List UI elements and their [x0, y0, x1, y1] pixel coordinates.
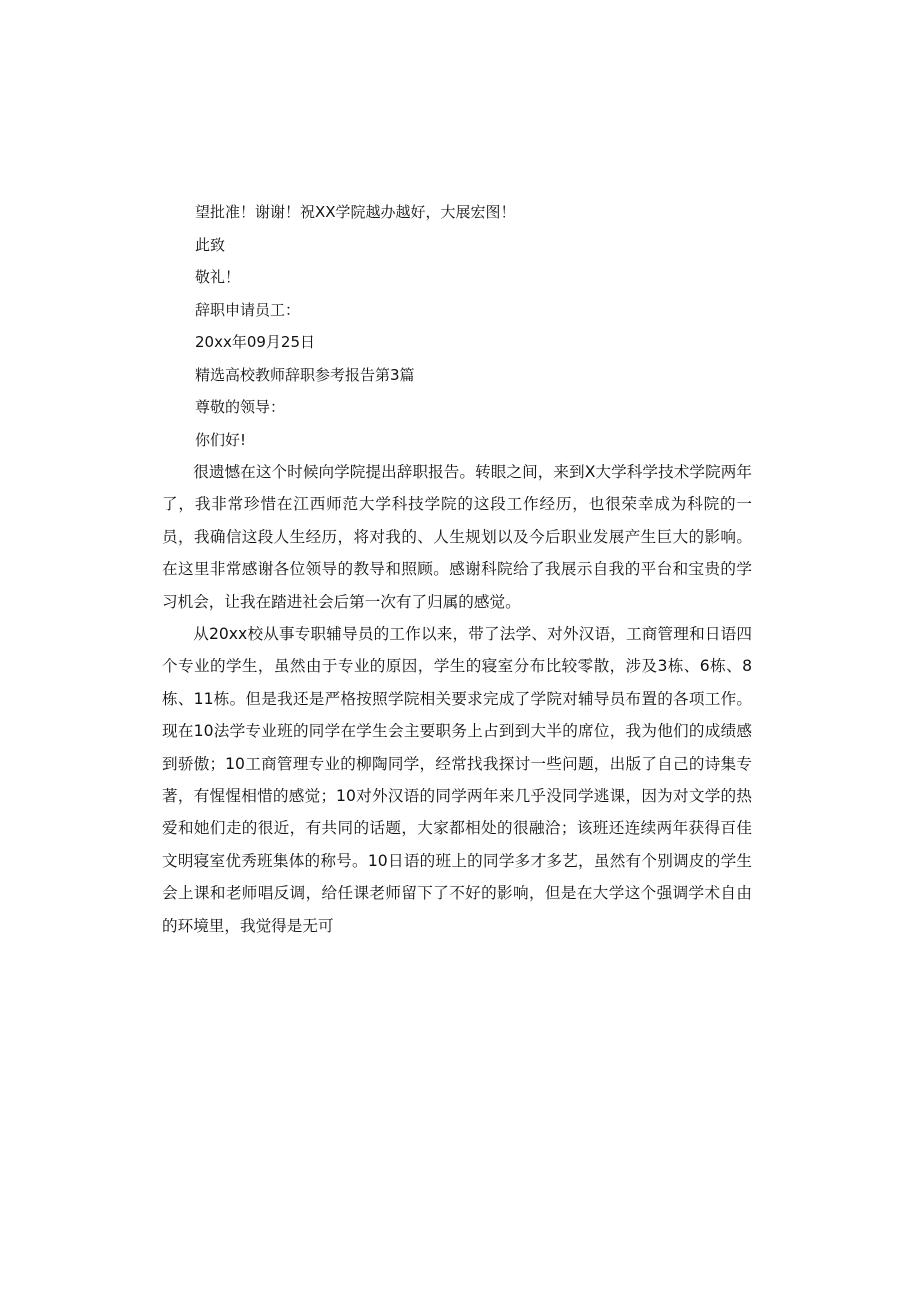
closing-wish: 望批准！谢谢！祝XX学院越办越好，大展宏图！	[195, 203, 516, 221]
body-paragraph-2: 从20xx校从事专职辅导员的工作以来，带了法学、对外汉语，工商管理和日语四个专业的学生，虽然由于专业的原因，学生的寝室分布比较零散，涉及3栋、6栋、8栋、11栋。但是我还是严格按照学院相关要求完成了学院对辅导员布置的各项工作。现在10法学专业班的同学在学生会主要职务上占到到大半的席位，我为他们的成绩感到骄傲；10工商管理专业的柳陶同学，经常找我探讨一些问题，出版了自己的诗集专著，有惺惺相惜的感觉；10对外汉语的同学两年来几乎没同学逃课，因为对文学的热爱和她们走的很近，有共同的话题，大家都相处的很融洽；该班还连续两年获得百佳文明寝室优秀班集体的称号。10日语的班上的同学多才多艺，虽然有个别调皮的学生会上课和老师唱反调，给任课老师留下了不好的影响，但是在大学这个强调学术自由的环境里，我觉得是无可	[162, 625, 752, 935]
salutation-jing-li: 敬礼！	[195, 268, 241, 286]
greeting: 你们好!	[195, 431, 247, 449]
letter-date: 20xx年09月25日	[195, 333, 316, 351]
signer-label: 辞职申请员工：	[195, 301, 301, 319]
salutation-ci-zhi: 此致	[195, 236, 226, 254]
section-title: 精选高校教师辞职参考报告第3篇	[195, 366, 415, 384]
body-paragraph-1: 很遗憾在这个时候向学院提出辞职报告。转眼之间，来到X大学科学技术学院两年了，我非常珍惜在江西师范大学科技学院的这段工作经历，也很荣幸成为科院的一员，我确信这段人生经历，将对我的、人生规划以及今后职业发展产生巨大的影响。在这里非常感谢各位领导的教导和照顾。感谢科院给了我展示自我的平台和宝贵的学习机会，让我在踏进社会后第一次有了归属的感觉。	[162, 463, 752, 611]
addressee: 尊敬的领导：	[195, 398, 286, 416]
